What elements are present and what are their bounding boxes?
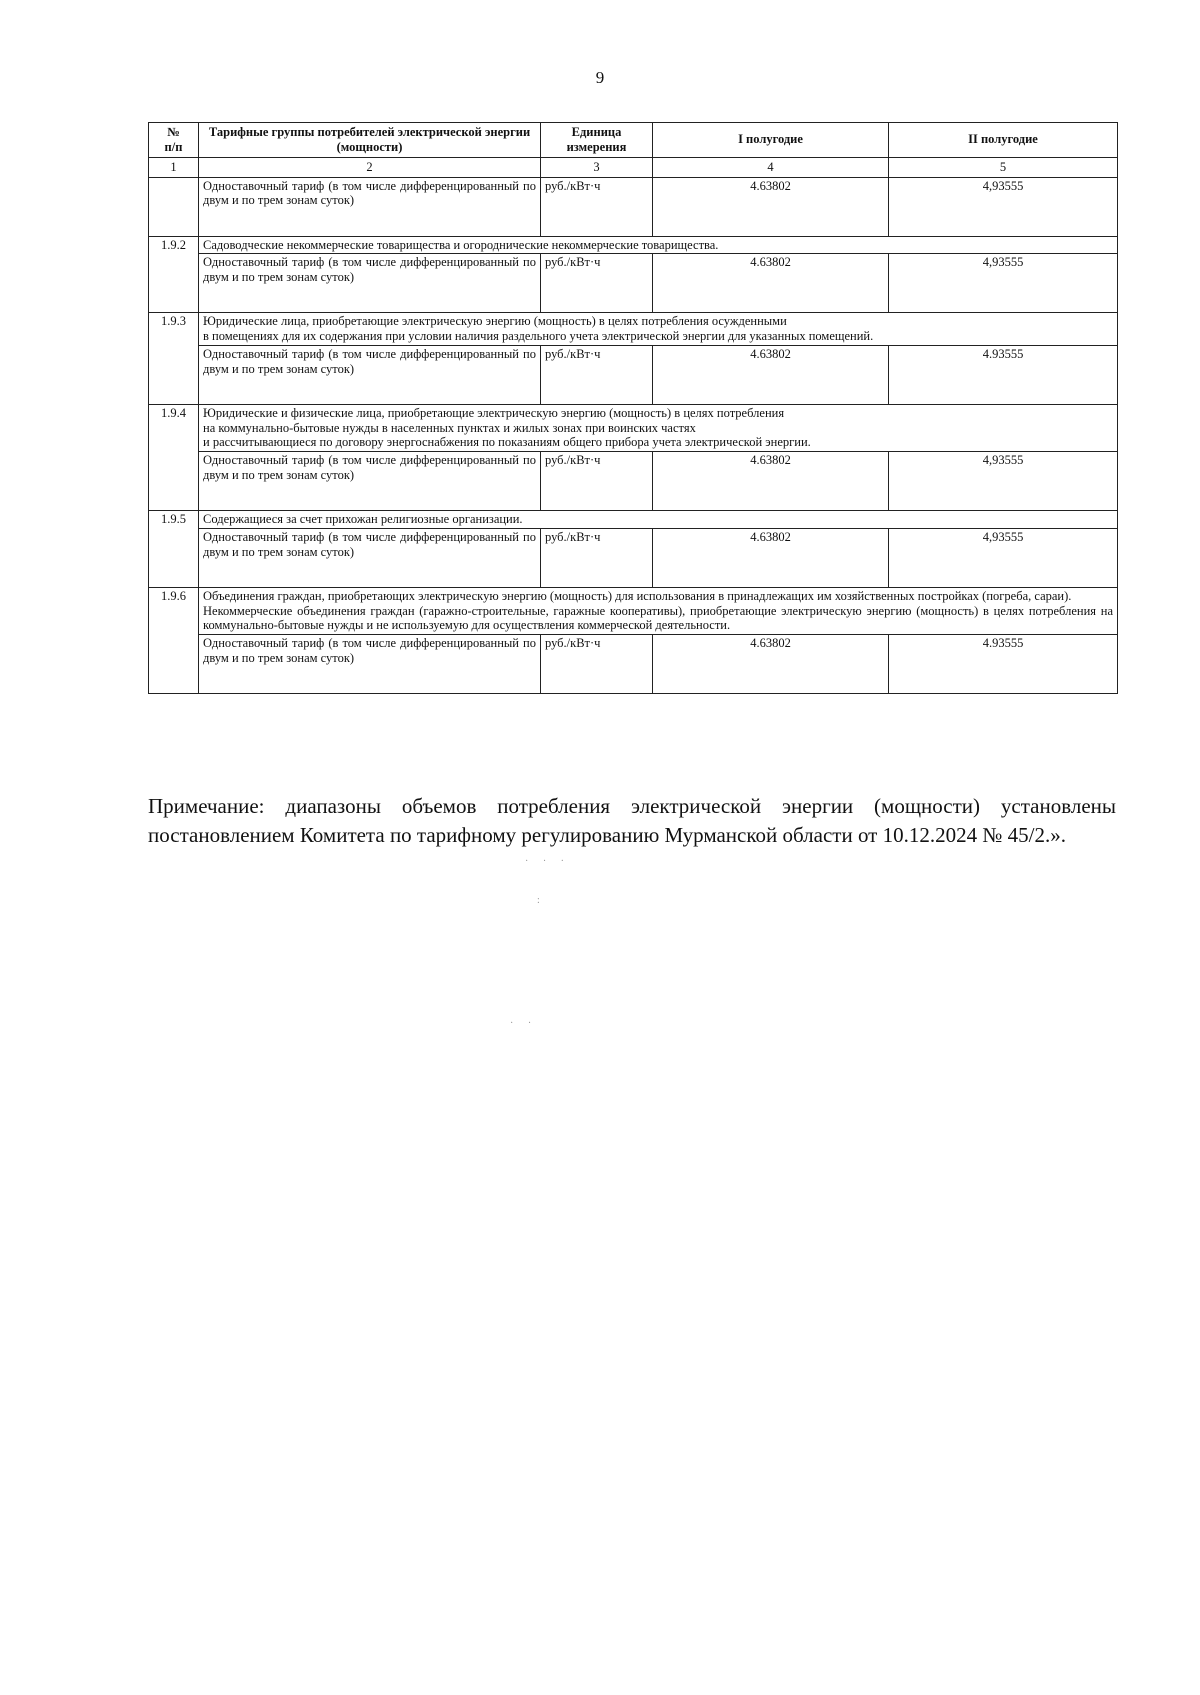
column-number: 5 (889, 157, 1118, 177)
group-number: 1.9.5 (149, 511, 199, 588)
group-title: Юридические лица, приобретающие электрическую энергию (мощность) в целях потребления осужденными в помещениях для их содержания при условии наличия раздельного учета электрической энергии для указанных помещений. (199, 313, 1118, 346)
tariff-name: Одноставочный тариф (в том числе дифференцированный по двум и по трем зонам суток) (199, 452, 541, 511)
tariff-name: Одноставочный тариф (в том числе дифференцированный по двум и по трем зонам суток) (199, 254, 541, 313)
first-half-value: 4.63802 (653, 177, 889, 236)
group-row (149, 236, 1118, 254)
group-number: 1.9.3 (149, 313, 199, 405)
scan-speck: : (537, 895, 546, 906)
header-second-half: II полугодие (889, 123, 1118, 158)
group-number: 1.9.2 (149, 236, 199, 313)
table-row (149, 635, 1118, 694)
tariff-name: Одноставочный тариф (в том числе дифференцированный по двум и по трем зонам суток) (199, 528, 541, 587)
header-unit: Единица измерения (541, 123, 653, 158)
second-half-value: 4.93555 (889, 345, 1118, 404)
table-row (149, 452, 1118, 511)
row-number-cell (149, 177, 199, 236)
tariff-name: Одноставочный тариф (в том числе дифференцированный по двум и по трем зонам суток) (199, 635, 541, 694)
group-number: 1.9.6 (149, 587, 199, 693)
table-row (149, 254, 1118, 313)
table-header-row (149, 123, 1118, 158)
group-row (149, 404, 1118, 451)
tariff-name: Одноставочный тариф (в том числе дифференцированный по двум и по трем зонам суток) (199, 177, 541, 236)
tariff-name: Одноставочный тариф (в том числе дифференцированный по двум и по трем зонам суток) (199, 345, 541, 404)
unit-cell: руб./кВт·ч (541, 452, 653, 511)
group-number: 1.9.4 (149, 404, 199, 510)
group-row (149, 587, 1118, 634)
first-half-value: 4.63802 (653, 345, 889, 404)
header-first-half: I полугодие (653, 123, 889, 158)
second-half-value: 4,93555 (889, 177, 1118, 236)
group-title: Объединения граждан, приобретающих электрическую энергию (мощность) для использования в принадлежащих им хозяйственных постройках (погреба, сараи). Некоммерческие объединения граждан (гаражно-строительные, гаражные кооперативы), приобретающие электрическую энергию (мощность) в целях потребления на коммунально-бытовые нужды и не используемую для осуществления коммерческой деятельности. (199, 587, 1118, 634)
second-half-value: 4.93555 (889, 635, 1118, 694)
column-number: 3 (541, 157, 653, 177)
first-half-value: 4.63802 (653, 254, 889, 313)
scan-speck: · · · (525, 856, 570, 867)
scan-speck: · · (510, 1018, 538, 1029)
group-title: Садоводческие некоммерческие товарищества и огороднические некоммерческие товарищества. (199, 236, 1118, 254)
unit-cell: руб./кВт·ч (541, 635, 653, 694)
column-number: 1 (149, 157, 199, 177)
column-number: 2 (199, 157, 541, 177)
table-row (149, 528, 1118, 587)
footnote: Примечание: диапазоны объемов потребления электрической энергии (мощности) установлены постановлением Комитета по тарифному регулированию Мурманской области от 10.12.2024 № 45/2.». (148, 794, 1116, 847)
second-half-value: 4,93555 (889, 254, 1118, 313)
column-number-row (149, 157, 1118, 177)
group-row (149, 313, 1118, 346)
header-number: № п/п (149, 123, 199, 158)
first-half-value: 4.63802 (653, 452, 889, 511)
column-number: 4 (653, 157, 889, 177)
unit-cell: руб./кВт·ч (541, 345, 653, 404)
unit-cell: руб./кВт·ч (541, 528, 653, 587)
second-half-value: 4,93555 (889, 452, 1118, 511)
tariff-table (148, 122, 1118, 694)
group-row (149, 511, 1118, 529)
unit-cell: руб./кВт·ч (541, 254, 653, 313)
page-number: 9 (595, 68, 605, 87)
group-title: Содержащиеся за счет прихожан религиозные организации. (199, 511, 1118, 529)
second-half-value: 4,93555 (889, 528, 1118, 587)
table-row (149, 177, 1118, 236)
group-title: Юридические и физические лица, приобретающие электрическую энергию (мощность) в целях потребления на коммунально-бытовые нужды в населенных пунктах и жилых зонах при воинских частях и рассчитывающиеся по договору энергоснабжения по показаниям общего прибора учета электрической энергии. (199, 404, 1118, 451)
table-row (149, 345, 1118, 404)
header-consumer-groups: Тарифные группы потребителей электрической энергии (мощности) (199, 123, 541, 158)
first-half-value: 4.63802 (653, 528, 889, 587)
unit-cell: руб./кВт·ч (541, 177, 653, 236)
first-half-value: 4.63802 (653, 635, 889, 694)
